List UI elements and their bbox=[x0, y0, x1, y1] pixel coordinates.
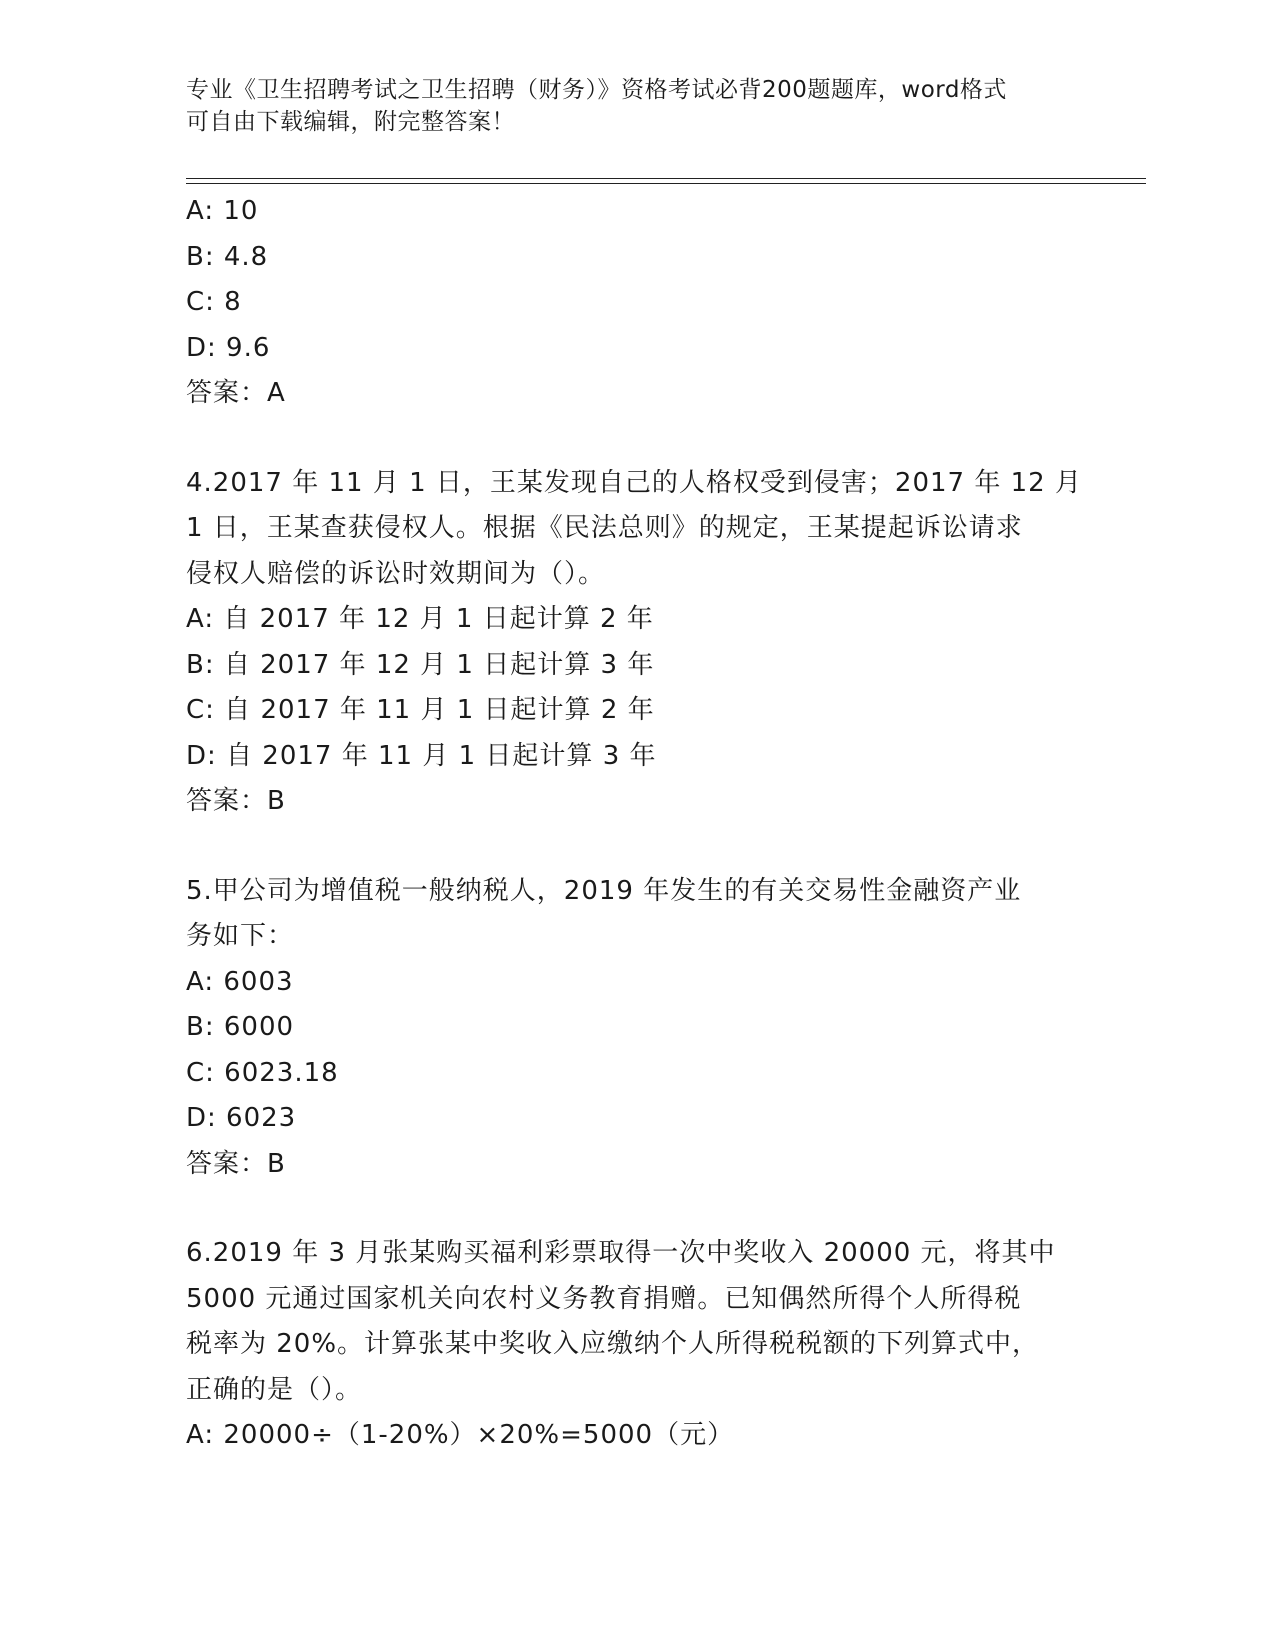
option-b: B: 自 2017 年 12 月 1 日起计算 3 年 bbox=[186, 649, 655, 680]
spacer bbox=[186, 417, 1086, 461]
option-a: A: 10 bbox=[186, 196, 259, 226]
option-c: C: 自 2017 年 11 月 1 日起计算 2 年 bbox=[186, 695, 655, 725]
question-stem-line: 4.2017 年 11 月 1 日，王某发现自己的人格权受到侵害；2017 年 12 月 bbox=[186, 467, 1082, 498]
spacer bbox=[186, 825, 1086, 869]
question-stem-line: 5.甲公司为增值税一般纳税人，2019 年发生的有关交易性金融资产业 bbox=[186, 875, 1022, 906]
header-line-1: 专业《卫生招聘考试之卫生招聘（财务）》资格考试必背200题题库，word格式 bbox=[186, 77, 1007, 103]
option-d: D: 6023 bbox=[186, 1103, 297, 1133]
option-a: A: 6003 bbox=[186, 966, 294, 997]
question-5 bbox=[186, 869, 1086, 1188]
document-header bbox=[186, 74, 1066, 138]
question-stem-line: 务如下： bbox=[186, 921, 295, 951]
answer-text: 答案：B bbox=[186, 786, 286, 816]
option-c: C: 8 bbox=[186, 287, 242, 317]
option-b: B: 6000 bbox=[186, 1012, 295, 1042]
option-b: B: 4.8 bbox=[186, 241, 269, 272]
question-stem-line: 6.2019 年 3 月张某购买福利彩票取得一次中奖收入 20000 元，将其中 bbox=[186, 1238, 1056, 1268]
question-stem-line: 税率为 20%。计算张某中奖收入应缴纳个人所得税税额的下列算式中， bbox=[186, 1329, 1040, 1359]
question-4 bbox=[186, 461, 1086, 825]
header-line-2: 可自由下载编辑，附完整答案！ bbox=[186, 109, 515, 135]
question-6 bbox=[186, 1231, 1086, 1459]
question-stem-line: 侵权人赔偿的诉讼时效期间为（）。 bbox=[186, 558, 606, 589]
question-stem-line: 1 日，王某查获侵权人。根据《民法总则》的规定，王某提起诉讼请求 bbox=[186, 513, 1023, 543]
question-list bbox=[186, 189, 1086, 1459]
option-d: D: 自 2017 年 11 月 1 日起计算 3 年 bbox=[186, 740, 657, 771]
option-a: A: 20000÷（1-20%）×20%=5000（元） bbox=[186, 1420, 735, 1450]
header-divider-bottom bbox=[186, 183, 1146, 184]
header-divider-top bbox=[186, 178, 1146, 179]
answer-text: 答案：B bbox=[186, 1148, 286, 1179]
question-3 bbox=[186, 189, 1086, 417]
question-stem-line: 正确的是（）。 bbox=[186, 1374, 363, 1405]
option-a: A: 自 2017 年 12 月 1 日起计算 2 年 bbox=[186, 604, 654, 634]
question-stem-line: 5000 元通过国家机关向农村义务教育捐赠。已知偶然所得个人所得税 bbox=[186, 1283, 1022, 1314]
option-c: C: 6023.18 bbox=[186, 1057, 339, 1088]
answer-text: 答案：A bbox=[186, 378, 286, 408]
spacer bbox=[186, 1187, 1086, 1231]
option-d: D: 9.6 bbox=[186, 332, 271, 363]
